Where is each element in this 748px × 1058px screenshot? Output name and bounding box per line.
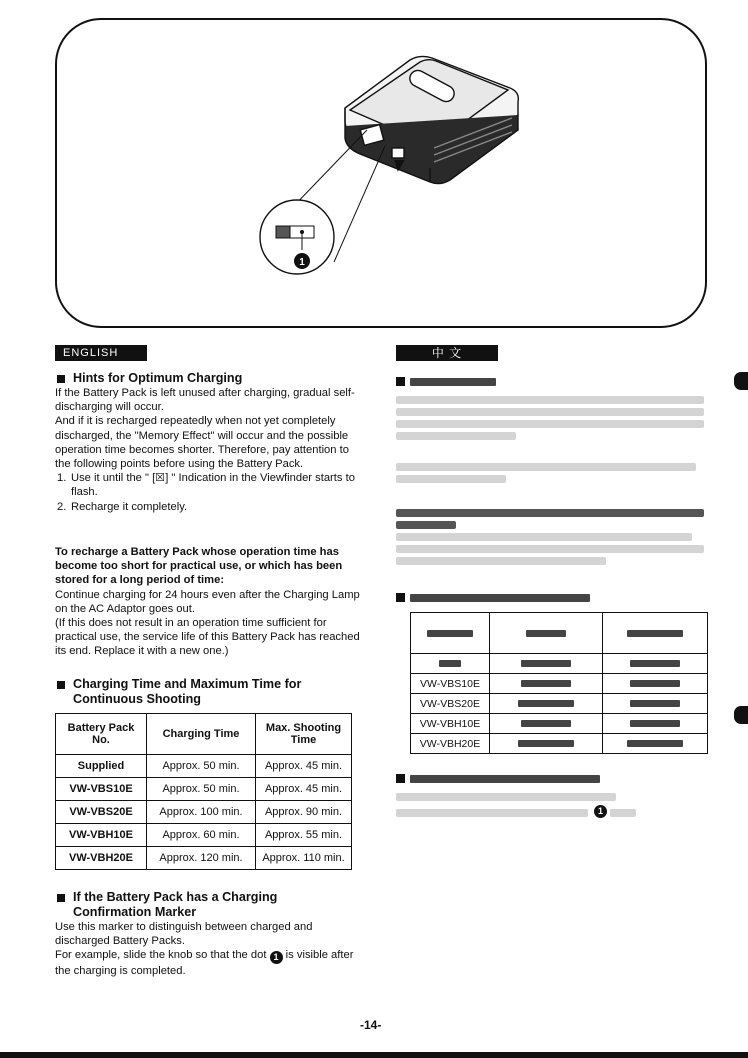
table-cell: [490, 694, 603, 714]
zh-marker-heading: [396, 773, 710, 785]
zh-hints-list: [396, 459, 710, 487]
hints-heading: Hints for Optimum Charging: [55, 371, 365, 386]
table-row: [56, 778, 352, 801]
table-cell: VW-VBH10E: [411, 714, 490, 734]
bullet-square-icon: [396, 377, 405, 386]
table-cell: VW-VBH20E: [56, 847, 147, 870]
table-row: [411, 714, 708, 734]
recharge-section: [55, 545, 365, 659]
table-cell: Approx. 55 min.: [256, 824, 352, 847]
zh-marker-text: [396, 789, 710, 821]
heading-line-1: If the Battery Pack has a Charging: [73, 890, 278, 904]
zh-recharge-section: [396, 505, 710, 569]
table-cell: [411, 654, 490, 674]
hints-para-1: If the Battery Pack is left unused after charging, gradual self-discharging will occur.: [55, 387, 355, 414]
table-cell: [603, 714, 708, 734]
zh-heading-text: [410, 378, 496, 386]
side-tab-mark: [734, 372, 748, 390]
table-row: [411, 654, 708, 674]
table-row: [56, 755, 352, 778]
chinese-badge: 中 文: [396, 345, 498, 361]
table-cell: [490, 674, 603, 694]
heading-line-2: Continuous Shooting: [73, 692, 202, 706]
charging-time-heading: [55, 677, 365, 707]
page-number: -14-: [360, 1018, 382, 1032]
list-number: 1.: [57, 472, 67, 485]
hints-para-2: And if it is recharged repeatedly when not yet completely discharged, the "Memory Effect" will occur and the possible operation time becomes shorter. Therefore, pay attention to the following points before using the Battery Pack.: [55, 415, 349, 471]
table-cell: Approx. 45 min.: [256, 778, 352, 801]
table-cell: [490, 714, 603, 734]
bottom-rule: [0, 1052, 748, 1058]
header-charging-time: Charging Time: [147, 714, 256, 755]
recharge-para-1: Continue charging for 24 hours even after the Charging Lamp on the AC Adaptor goes out.: [55, 588, 360, 615]
table-cell: Approx. 50 min.: [147, 778, 256, 801]
bullet-square-icon: [396, 774, 405, 783]
table-cell: VW-VBS10E: [411, 674, 490, 694]
list-number: 2.: [57, 500, 67, 513]
table-cell: [603, 613, 708, 654]
table-cell: VW-VBH20E: [411, 734, 490, 754]
header-max-shooting-time: Max. Shooting Time: [256, 714, 352, 755]
table-cell: Approx. 90 min.: [256, 801, 352, 824]
table-cell: [603, 654, 708, 674]
marker-heading: [55, 890, 365, 920]
table-row: [56, 801, 352, 824]
table-cell: Approx. 60 min.: [147, 824, 256, 847]
dot-marker-icon: 1: [594, 805, 607, 818]
table-row: [411, 694, 708, 714]
side-tab-mark: [734, 706, 748, 724]
zh-heading-text: [410, 775, 600, 783]
marker-section: [55, 890, 365, 979]
table-cell: Approx. 100 min.: [147, 801, 256, 824]
marker-para-2: [55, 948, 365, 978]
hints-list: [55, 471, 365, 514]
marker-para-1: Use this marker to distinguish between charged and discharged Battery Packs.: [55, 921, 313, 948]
zh-marker-line-2: [396, 805, 710, 821]
recharge-heading: To recharge a Battery Pack whose operation time has become too short for practical use, or which has been stored for a long period of time:: [55, 546, 343, 587]
hints-section: [55, 371, 365, 514]
heading-line-1: Charging Time and Maximum Time for: [73, 677, 302, 691]
table-row: [56, 824, 352, 847]
table-cell: [603, 734, 708, 754]
table-cell: VW-VBS20E: [411, 694, 490, 714]
table-row: [411, 734, 708, 754]
table-cell: [490, 613, 603, 654]
table-cell: [490, 734, 603, 754]
table-cell: [490, 654, 603, 674]
para-text: is visible after the charging is completed.: [55, 949, 354, 978]
list-item: [55, 471, 365, 499]
charging-time-table: [55, 713, 352, 870]
list-text: Recharge it completely.: [71, 500, 188, 513]
list-text: Use it until the " [☒] " Indication in the Viewfinder starts to flash.: [71, 472, 355, 499]
para-text: For example, slide the knob so that the dot: [55, 949, 267, 962]
table-cell: Supplied: [56, 755, 147, 778]
battery-pack-illustration: [0, 0, 748, 340]
table-row: [411, 674, 708, 694]
table-row: [56, 847, 352, 870]
table-cell: [411, 613, 490, 654]
dot-marker-icon: 1: [270, 951, 283, 964]
english-badge: ENGLISH: [55, 345, 147, 361]
recharge-para-2: (If this does not result in an operation time sufficient for practical use, the service life of this Battery Pack has reached its end. Replace it with a new one.): [55, 617, 360, 658]
table-cell: VW-VBS20E: [56, 801, 147, 824]
table-cell: Approx. 110 min.: [256, 847, 352, 870]
table-cell: VW-VBH10E: [56, 824, 147, 847]
zh-hints-text: [396, 392, 710, 444]
zh-charging-time-table: [410, 612, 708, 754]
table-cell: [603, 694, 708, 714]
zh-charging-time-heading: [396, 592, 710, 604]
heading-line-2: Confirmation Marker: [73, 905, 197, 919]
zh-heading-text: [410, 594, 590, 602]
marker-number-label: 1: [299, 257, 305, 268]
table-cell: Approx. 120 min.: [147, 847, 256, 870]
table-header-row: [56, 714, 352, 755]
table-cell: VW-VBS10E: [56, 778, 147, 801]
table-cell: Approx. 50 min.: [147, 755, 256, 778]
charging-time-section: [55, 677, 365, 707]
table-cell: [603, 674, 708, 694]
list-item: [55, 500, 365, 514]
bullet-square-icon: [396, 593, 405, 602]
table-header-row: [411, 613, 708, 654]
header-battery-pack: Battery Pack No.: [56, 714, 147, 755]
table-cell: Approx. 45 min.: [256, 755, 352, 778]
zh-hints-heading: [396, 376, 710, 388]
